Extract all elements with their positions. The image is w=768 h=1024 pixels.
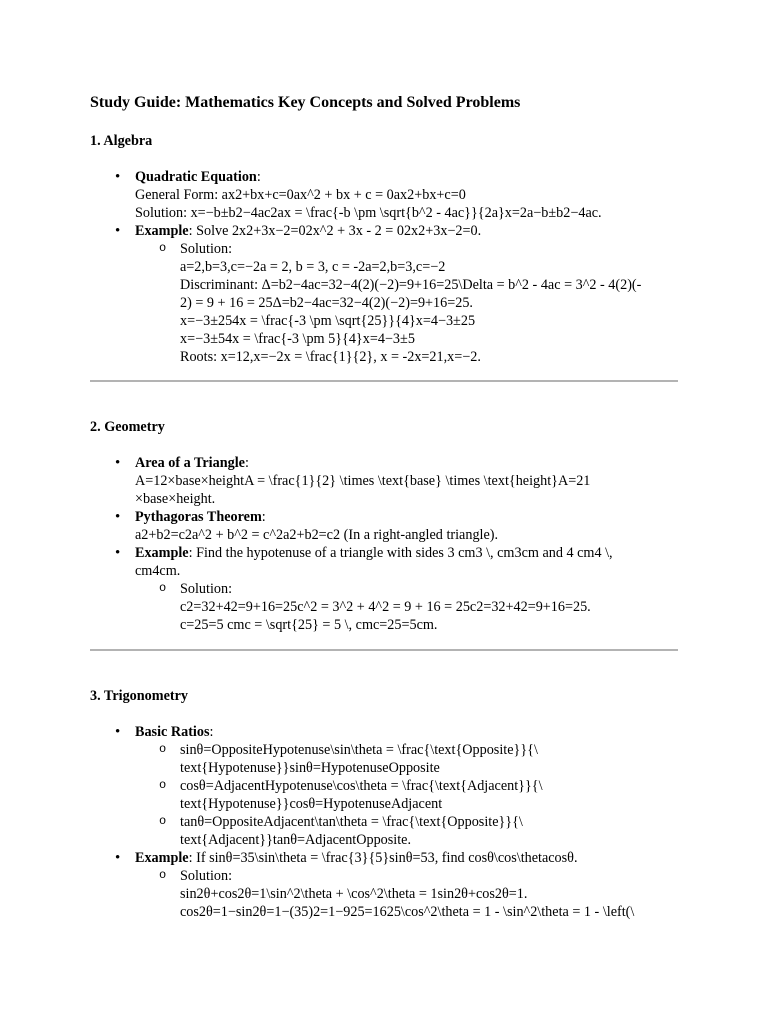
text-line: text{Hypotenuse}}sinθ=HypotenuseOpposite: [180, 760, 440, 776]
text-line: a=2,b=3,c=−2a = 2, b = 3, c = -2a=2,b=3,c=−2: [180, 259, 446, 275]
text-line: cos2θ=1−sin2θ=1−(35)2=1−925=1625\cos^2\theta = 1 - \sin^2\theta = 1 - \left(\: [180, 904, 635, 920]
solution-label: o Solution:: [180, 868, 233, 884]
sub-list-item: [135, 240, 680, 366]
term-label: Example: [135, 223, 189, 239]
text-line: o tanθ=OppositeAdjacent\tan\theta = \frac{\text{Opposite}}{\: [180, 814, 523, 830]
list-item: • Example: Solve 2x2+3x−2=02x^2 + 3x - 2 = 02x2+3x−2=0. o Solution: a=2,b=3,c=−2a = 2, b = 3, c = -2a=2,b=3,c=−2 Discriminant: Δ=b2−4ac=32−4(2)(−2)=9+16=25\Delta = b^2 - 4ac = 3^2 - 4(2)(- 2) = 9 + 16 = 25Δ=b2−4ac=32−4(2)(−2)=9+16=25. x=−3±254x = \frac{-3 \pm \sqrt{25}}{4}x=4−3±25 x=−3±54x = \frac{-3 \pm 5}{4}x=4−3±5 Roots: x=12,x=−2x = \frac{1}{2}, x = -2x=21,x=−2.: [90, 222, 680, 366]
document-title: Study Guide: Mathematics Key Concepts and Solved Problems: [90, 94, 521, 111]
list-item: • Quadratic Equation: General Form: ax2+bx+c=0ax^2 + bx + c = 0ax2+bx+c=0 Solution: x=−b±b2−4ac2ax = \frac{-b \pm \sqrt{b^2 - 4ac}}{2a}x=2a−b±b2−4ac.: [90, 168, 680, 222]
section-heading: 3. Trigonometry: [90, 688, 188, 704]
list-item: • Example: If sinθ=35\sin\theta = \frac{3}{5}sinθ=53, find cosθ\cos\thetacosθ. o Solution: sin2θ+cos2θ=1\sin^2\theta + \cos^2\theta = 1sin2θ+cos2θ=1. cos2θ=1−sin2θ=1−(35)2=1−925=1625\cos^2\theta = 1 - \sin^2\theta = 1 - \left(\: [90, 849, 680, 921]
sub-list: [135, 240, 680, 366]
text-line: text{Adjacent}}tanθ=AdjacentOpposite.: [180, 832, 412, 848]
section-algebra: [90, 132, 680, 366]
term-label: Example: [135, 545, 189, 561]
text-line: ×base×height.: [135, 491, 216, 507]
divider: [90, 649, 678, 651]
text-line: Roots: x=12,x=−2x = \frac{1}{2}, x = -2x=21,x=−2.: [180, 349, 481, 365]
text-line: 2) = 9 + 16 = 25Δ=b2−4ac=32−4(2)(−2)=9+16=25.: [180, 295, 473, 311]
sub-list-item: [135, 580, 680, 634]
text-line: Discriminant: Δ=b2−4ac=32−4(2)(−2)=9+16=25\Delta = b^2 - 4ac = 3^2 - 4(2)(-: [180, 277, 642, 293]
text-line: a2+b2=c2a^2 + b^2 = c^2a2+b2=c2 (In a right-angled triangle).: [135, 527, 499, 543]
sub-list-item: [135, 741, 680, 777]
list-item: • Area of a Triangle: A=12×base×heightA = \frac{1}{2} \times \text{base} \times \text{height}A=21 ×base×height.: [90, 454, 680, 508]
list-item: • Basic Ratios: o sinθ=OppositeHypotenuse\sin\theta = \frac{\text{Opposite}}{\ text{Hypotenuse}}sinθ=HypotenuseOpposite o cosθ=AdjacentHypotenuse\cos\theta = \frac{\text{Adjacent}}{\ text{Hypotenuse}}cosθ=HypotenuseAdjacent o tanθ=OppositeAdjacent\tan\theta = \frac{\text{Opposite}}{\ text{Adjacent}}tanθ=AdjacentOpposite.: [90, 723, 680, 849]
bullet-list: [90, 723, 680, 921]
text-line: c2=32+42=9+16=25c^2 = 3^2 + 4^2 = 9 + 16 = 25c2=32+42=9+16=25.: [180, 599, 591, 615]
text-line: x=−3±54x = \frac{-3 \pm 5}{4}x=4−3±5: [180, 331, 415, 347]
text-line: x=−3±254x = \frac{-3 \pm \sqrt{25}}{4}x=4−3±25: [180, 313, 476, 329]
term-label: Area of a Triangle: [135, 455, 245, 471]
sub-list-item: [135, 813, 680, 849]
text-line: General Form: ax2+bx+c=0ax^2 + bx + c = 0ax2+bx+c=0: [135, 187, 466, 203]
section-trigonometry: [90, 687, 680, 921]
text-line: A=12×base×heightA = \frac{1}{2} \times \text{base} \times \text{height}A=21: [135, 473, 591, 489]
solution-label: o Solution:: [180, 241, 233, 257]
list-item: • Pythagoras Theorem: a2+b2=c2a^2 + b^2 = c^2a2+b2=c2 (In a right-angled triangle).: [90, 508, 680, 544]
text-line: Solution: x=−b±b2−4ac2ax = \frac{-b \pm \sqrt{b^2 - 4ac}}{2a}x=2a−b±b2−4ac.: [135, 205, 602, 221]
divider: [90, 380, 678, 382]
section-geometry: [90, 418, 680, 634]
sub-list-item: [135, 867, 680, 921]
section-heading: 2. Geometry: [90, 419, 165, 435]
list-item: • Example: Find the hypotenuse of a triangle with sides 3 cm3 \, cm3cm and 4 cm4 \, cm4cm. o Solution: c2=32+42=9+16=25c^2 = 3^2 + 4^2 = 9 + 16 = 25c2=32+42=9+16=25. c=25=5 cmc = \sqrt{25} = 5 \, cmc=25=5cm.: [90, 544, 680, 634]
sub-list-item: [135, 777, 680, 813]
sub-list: [135, 741, 680, 849]
term-label: Quadratic Equation: [135, 169, 257, 185]
document-page: [90, 92, 680, 920]
section-heading: 1. Algebra: [90, 133, 153, 149]
solution-label: o Solution:: [180, 581, 233, 597]
bullet-list: [90, 168, 680, 366]
sub-list: [135, 867, 680, 921]
sub-list: [135, 580, 680, 634]
text-line: sin2θ+cos2θ=1\sin^2\theta + \cos^2\theta = 1sin2θ+cos2θ=1.: [180, 886, 528, 902]
text-line: o cosθ=AdjacentHypotenuse\cos\theta = \frac{\text{Adjacent}}{\: [180, 778, 543, 794]
text-line: cm4cm.: [135, 563, 181, 579]
text-line: text{Hypotenuse}}cosθ=HypotenuseAdjacent: [180, 796, 443, 812]
text-line: o sinθ=OppositeHypotenuse\sin\theta = \frac{\text{Opposite}}{\: [180, 742, 538, 758]
term-label: Example: [135, 850, 189, 866]
term-label: Basic Ratios: [135, 724, 210, 740]
bullet-list: [90, 454, 680, 634]
text-line: c=25=5 cmc = \sqrt{25} = 5 \, cmc=25=5cm.: [180, 617, 438, 633]
term-label: Pythagoras Theorem: [135, 509, 262, 525]
